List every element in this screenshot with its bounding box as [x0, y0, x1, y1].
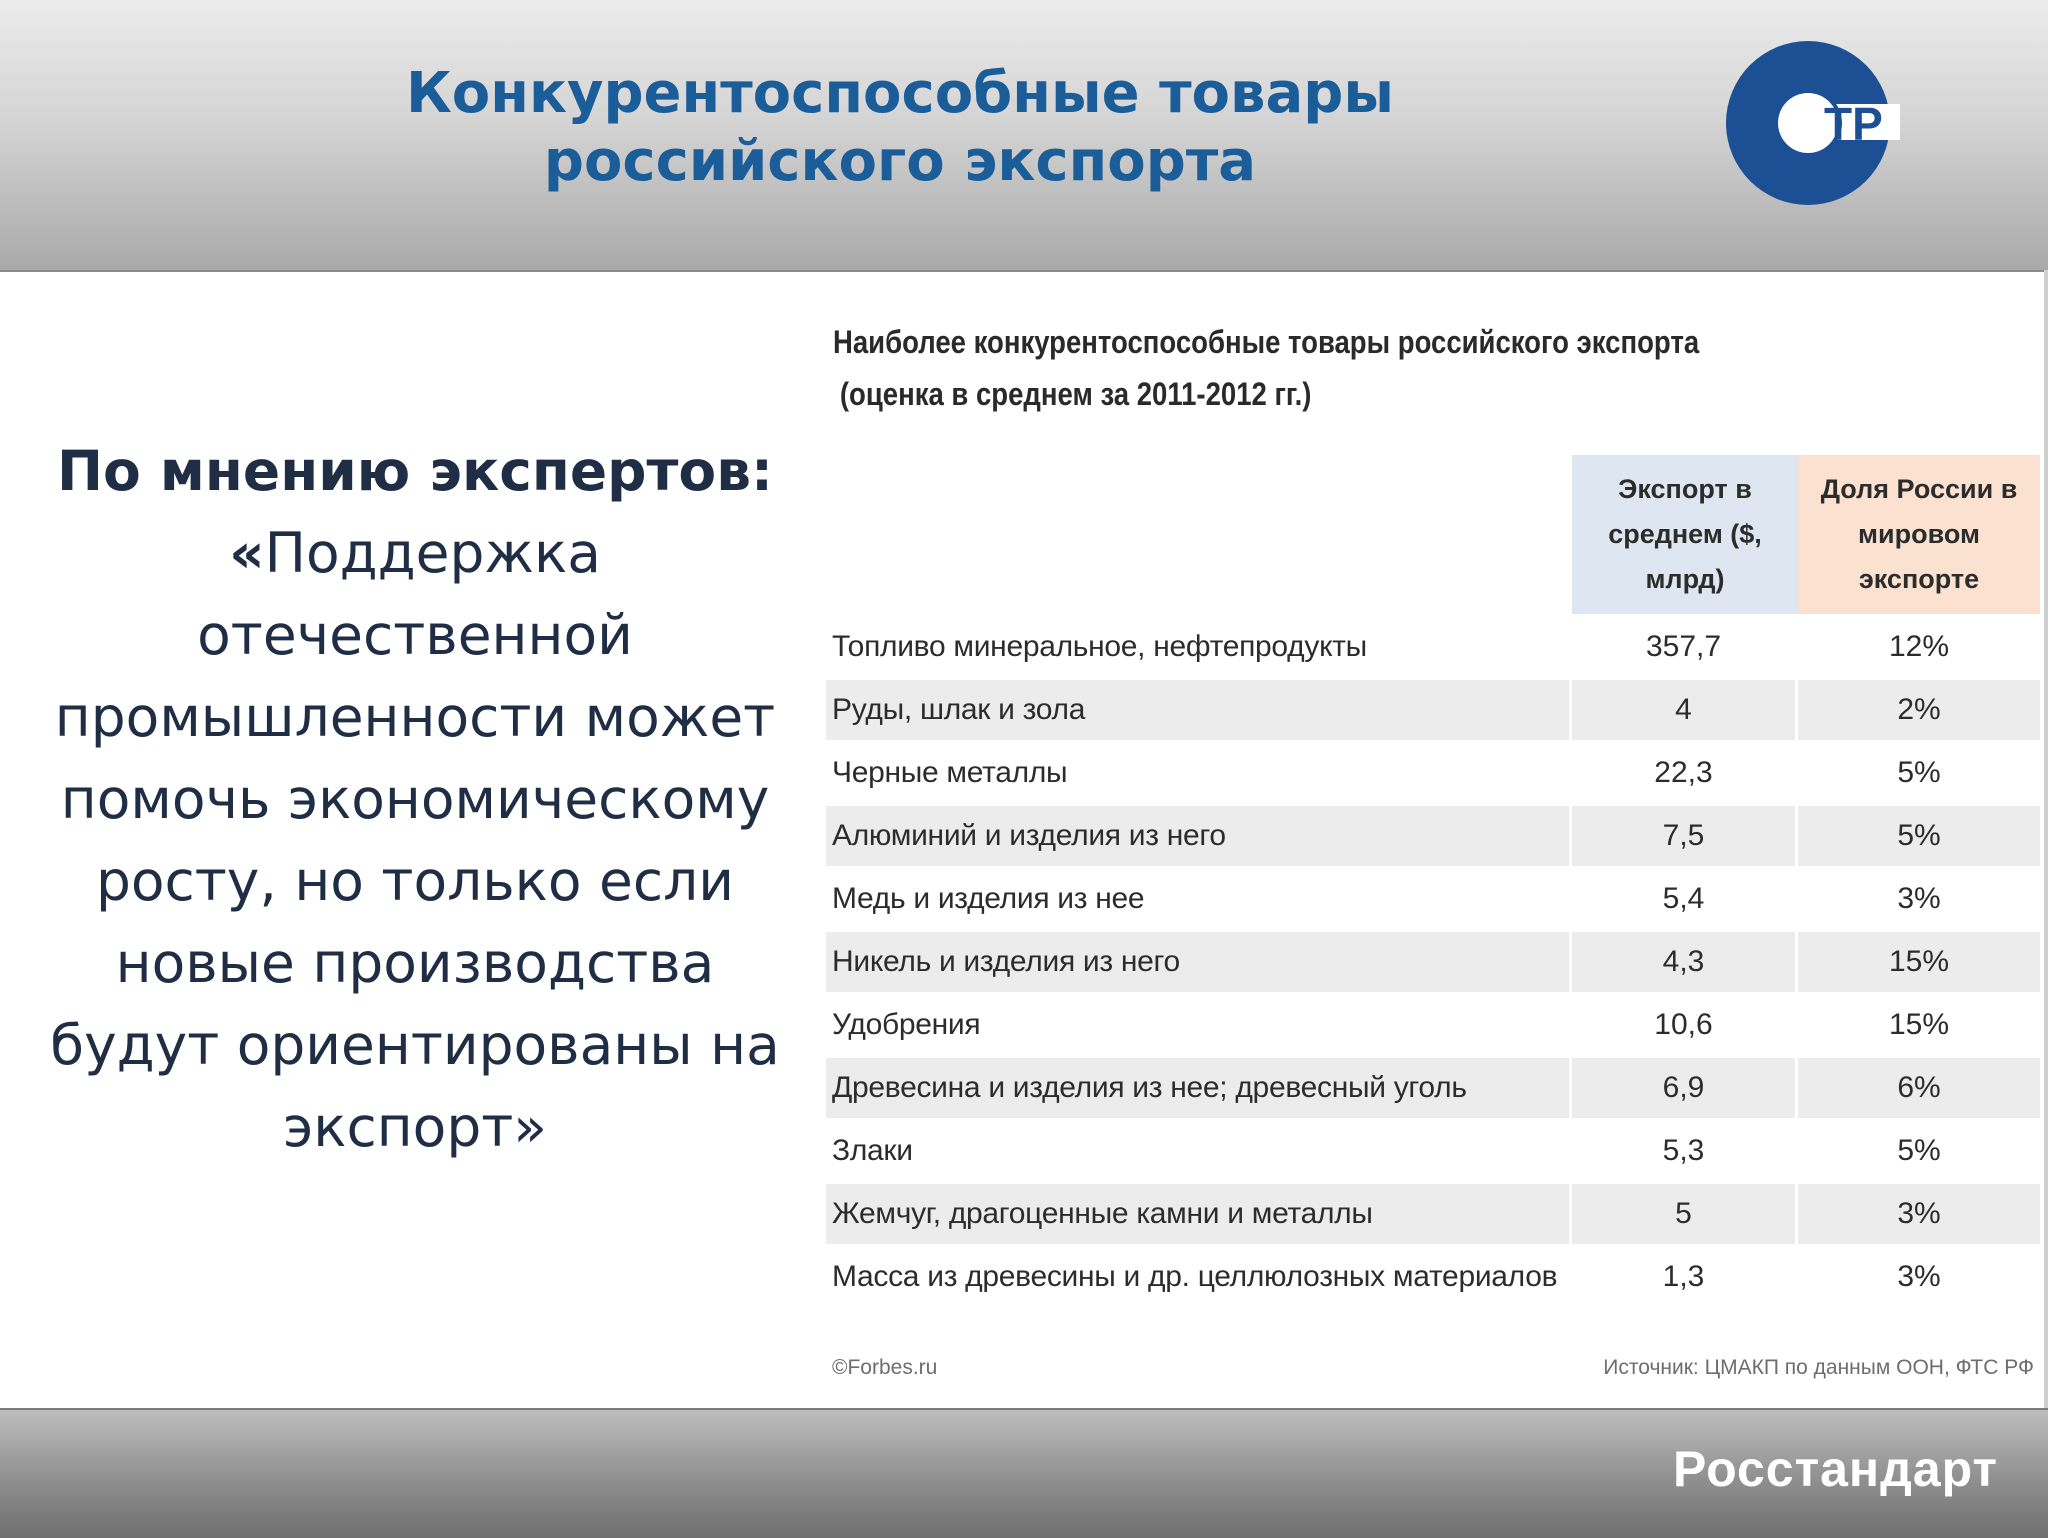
row-name: Черные металлы	[826, 743, 1572, 803]
header-band	[0, 0, 2048, 272]
row-name: Медь и изделия из нее	[826, 869, 1572, 929]
source-text: Источник: ЦМАКП по данным ООН, ФТС РФ	[1603, 1356, 2034, 1379]
row-export-value: 6,9	[1572, 1058, 1798, 1118]
table-title	[833, 316, 1848, 420]
table-header-blank	[826, 455, 1572, 614]
page-title-line1: Конкурентоспособные товары	[406, 61, 1394, 126]
row-export-value: 7,5	[1572, 806, 1798, 866]
column-header-export: Экспорт в среднем ($, млрд)	[1572, 455, 1798, 614]
row-share-value: 5%	[1897, 1134, 1941, 1167]
row-export-value: 5	[1572, 1184, 1798, 1244]
row-share-value: 3%	[1897, 1260, 1941, 1293]
table-row	[826, 932, 2040, 992]
row-share-value: 15%	[1888, 1008, 1950, 1041]
table-header-row	[826, 455, 2040, 614]
quote-body: Поддержка отечественной промышленности может помочь экономическому росту, но только если новые производства будут ориентированы на экспорт»	[50, 521, 780, 1159]
row-name: Злаки	[826, 1121, 1572, 1181]
row-export-value: 1,3	[1572, 1247, 1798, 1307]
row-name: Масса из древесины и др. целлюлозных материалов	[826, 1247, 1572, 1307]
page-title	[230, 60, 1570, 196]
table-row	[826, 1121, 2040, 1181]
table-row	[826, 1247, 2040, 1307]
row-name: Руды, шлак и зола	[826, 680, 1572, 740]
row-share-value: 15%	[1798, 932, 2040, 992]
row-export-value: 4	[1572, 680, 1798, 740]
row-export-value: 4,3	[1572, 932, 1798, 992]
row-export-value: 10,6	[1572, 995, 1798, 1055]
page-title-line2: российского экспорта	[543, 129, 1257, 194]
exports-table	[826, 452, 2040, 1310]
table-row	[826, 743, 2040, 803]
logo-text: ТР	[1824, 98, 1883, 150]
row-share-value: 12%	[1888, 630, 1950, 663]
row-share-value: 5%	[1798, 806, 2040, 866]
row-name: Никель и изделия из него	[826, 932, 1572, 992]
brand-name: Росстандарт	[1672, 1441, 1998, 1497]
row-export-value: 357,7	[1572, 617, 1798, 677]
table-title-line1: Наиболее конкурентоспособные товары российского экспорта	[833, 324, 1700, 360]
table-row	[826, 869, 2040, 929]
row-export-value: 5,4	[1572, 869, 1798, 929]
row-share-value: 6%	[1798, 1058, 2040, 1118]
credit-text: ©Forbes.ru	[832, 1356, 938, 1379]
row-share-value: 2%	[1798, 680, 2040, 740]
table-row	[826, 680, 2040, 740]
row-export-value: 22,3	[1572, 743, 1798, 803]
expert-quote	[40, 430, 790, 1168]
table-row	[826, 806, 2040, 866]
row-share-value: 3%	[1798, 1184, 2040, 1244]
column-header-share: Доля России в мировом экспорте	[1798, 455, 2040, 614]
quote-open-mark: «	[229, 521, 265, 585]
right-edge-divider	[2044, 270, 2048, 1408]
table-row	[826, 617, 2040, 677]
row-name: Жемчуг, драгоценные камни и металлы	[826, 1184, 1572, 1244]
table-title-line2: (оценка в среднем за 2011-2012 гг.)	[839, 376, 1312, 412]
row-name: Алюминий и изделия из него	[826, 806, 1572, 866]
row-name: Древесина и изделия из нее; древесный уголь	[826, 1058, 1572, 1118]
table-row	[826, 995, 2040, 1055]
row-share-value: 5%	[1897, 756, 1941, 789]
row-name: Удобрения	[826, 995, 1572, 1055]
row-export-value: 5,3	[1572, 1121, 1798, 1181]
table-row	[826, 1184, 2040, 1244]
quote-lead: По мнению экспертов:	[56, 439, 774, 503]
logo-icon	[1720, 38, 1900, 208]
row-share-value: 3%	[1897, 882, 1941, 915]
row-name: Топливо минеральное, нефтепродукты	[826, 617, 1572, 677]
table-row	[826, 1058, 2040, 1118]
